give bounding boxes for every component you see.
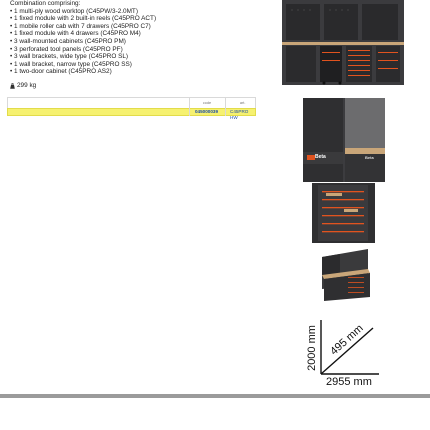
combination-spec-list bbox=[10, 0, 280, 76]
code-column-header: code bbox=[203, 101, 212, 105]
model-column-header: art. bbox=[240, 101, 246, 105]
workshop-overview-photo bbox=[282, 0, 404, 85]
depth-dimension: 495 mm bbox=[328, 322, 366, 358]
product-code[interactable]: 045000039 bbox=[195, 109, 218, 114]
product-model[interactable]: C45PRO HW bbox=[230, 109, 249, 120]
width-dimension: 2955 mm bbox=[326, 376, 372, 388]
spec-item: • 1 mobile roller cab with 7 drawers (C45PRO C7) bbox=[10, 22, 151, 30]
table-row[interactable] bbox=[7, 108, 256, 116]
brand-logo: Beta bbox=[365, 155, 374, 160]
spec-item: • 1 wall bracket, narrow type (C45PRO SS) bbox=[10, 60, 132, 68]
spec-item: • 1 fixed module with 2 built-in reels (C45PRO ACT) bbox=[10, 15, 157, 23]
dimensions-diagram bbox=[305, 314, 385, 390]
spec-item: • 3 wall brackets, wide type (C45PRO SL) bbox=[10, 53, 129, 61]
spec-heading: Combination comprising: bbox=[10, 0, 81, 7]
cabinet-detail-photo bbox=[303, 98, 385, 182]
spec-item: • 1 two-door cabinet (C45PRO AS2) bbox=[10, 68, 112, 76]
spec-item: • 3 perforated tool panels (C45PRO PF) bbox=[10, 45, 123, 53]
weight-value: 299 kg bbox=[17, 82, 37, 89]
workshop-perspective-photo bbox=[316, 245, 374, 307]
spec-item: • 3 wall-mounted cabinets (C45PRO PM) bbox=[10, 37, 126, 45]
weight-icon bbox=[10, 83, 15, 89]
height-dimension: 2000 mm bbox=[305, 325, 318, 371]
footer-divider bbox=[0, 394, 430, 398]
product-code-table bbox=[7, 97, 256, 118]
weight-info bbox=[10, 82, 36, 89]
spec-item: • 1 multi-ply wood worktop (C45PW/3-2.0MT) bbox=[10, 7, 138, 15]
drawers-detail-photo bbox=[312, 183, 375, 243]
brand-logo: Beta bbox=[315, 154, 326, 160]
spec-item: • 1 fixed module with 4 drawers (C45PRO M4) bbox=[10, 30, 141, 38]
